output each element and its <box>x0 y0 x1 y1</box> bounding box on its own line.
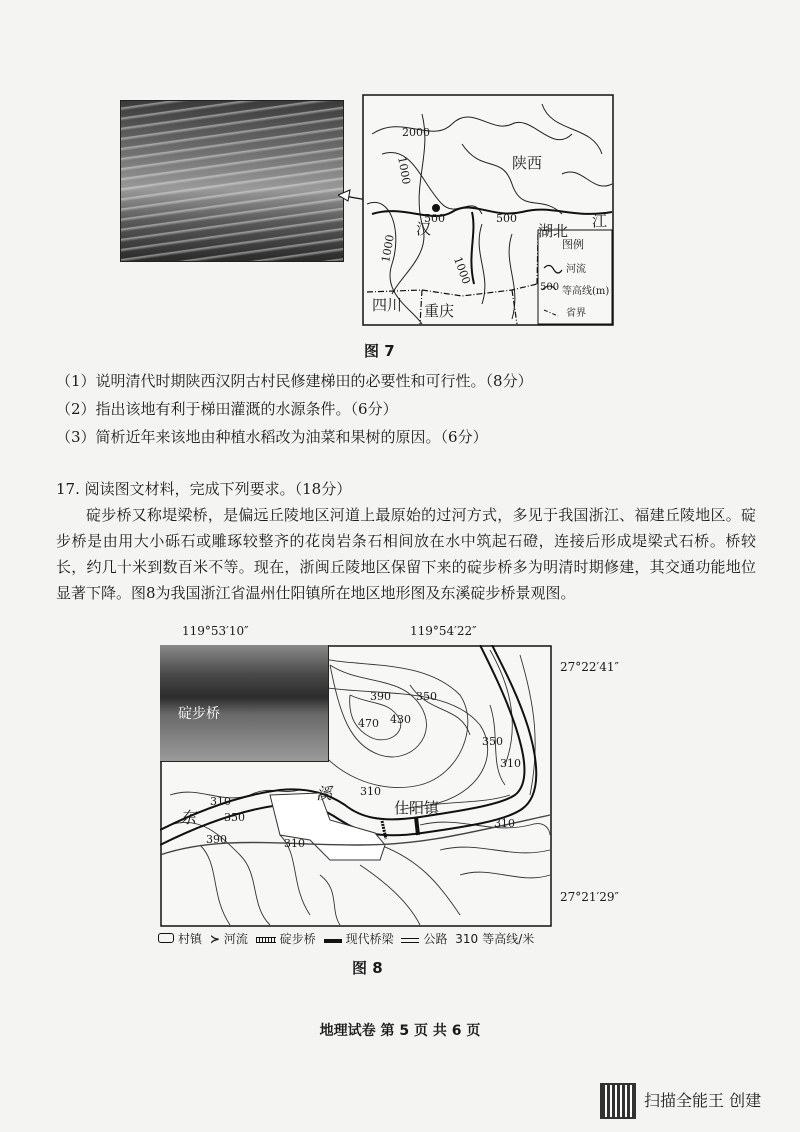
figure8-caption: 图 8 <box>352 959 383 977</box>
legend-contour: 等高线/米 <box>482 932 535 946</box>
modern-bridge-symbol <box>324 939 342 943</box>
place-label: 陕西 <box>512 154 543 172</box>
scanner-watermark: 扫描全能王 创建 <box>644 1091 762 1110</box>
page-footer: 地理试卷 第 5 页 共 6 页 <box>319 1023 481 1039</box>
river-label: 溪 <box>316 784 333 803</box>
contour-label: 350 <box>224 811 245 824</box>
legend-contour-value: 500 <box>540 282 560 293</box>
lat-bottom: 27°21′29″ <box>560 890 620 904</box>
contour-label: 350 <box>416 690 437 703</box>
contour-label: 500 <box>424 212 445 225</box>
town-label: 仕阳镇 <box>394 799 440 817</box>
contour-label: 430 <box>390 713 411 726</box>
contour-label: 310 <box>210 795 231 808</box>
question-16-3: （3）简析近年来该地由种植水稻改为油菜和果树的原因。（6分） <box>56 428 488 446</box>
question-16-1: （1）说明清代时期陕西汉阴古村民修建梯田的必要性和可行性。（8分） <box>56 372 533 390</box>
legend-stepping-bridge: 碇步桥 <box>279 932 316 946</box>
question-17-material <box>56 502 756 606</box>
lon-left: 119°53′10″ <box>182 624 249 638</box>
legend-contour-value: 310 <box>455 932 479 946</box>
material-paragraph: 碇步桥又称堤梁桥，是偏远丘陵地区河道上最原始的过河方式，多见于我国浙江、福建丘陵地区。碇步桥是由用大小砾石或雕琢较整齐的花岗岩条石相间放在水中筑起石磴，连接后形成堤梁式石桥。桥较长，约几十米到数百米不等。现在，浙闽丘陵地区保留下来的碇步桥多为明清时期修建，其交通功能地位显著下降。图8为我国浙江省温州仕阳镇所在地区地形图及东溪碇步桥景观图。 <box>56 506 756 602</box>
river-label: 东 <box>180 808 197 827</box>
contour-label: 310 <box>500 757 521 770</box>
figure8-map <box>160 645 552 927</box>
figure7-caption: 图 7 <box>364 342 395 360</box>
town-symbol <box>158 933 174 943</box>
contour-label: 470 <box>358 717 379 730</box>
road-symbol <box>401 938 419 943</box>
contour-label: 1000 <box>451 255 473 286</box>
contour-label: 310 <box>284 837 305 850</box>
place-label: 四川 <box>372 296 403 314</box>
contour-label: 1000 <box>395 155 413 186</box>
figure8-legend <box>158 930 538 947</box>
contour-label: 310 <box>360 785 381 798</box>
figure7-map <box>362 94 614 326</box>
legend-town: 村镇 <box>178 932 203 946</box>
place-label: 湖北 <box>538 222 569 240</box>
legend-river: 河流 <box>566 264 586 275</box>
legend-road: 公路 <box>423 932 448 946</box>
contour-label: 310 <box>494 817 515 830</box>
place-label: 重庆 <box>424 302 455 320</box>
question-16-2: （2）指出该地有利于梯田灌溉的水源条件。（6分） <box>56 400 398 418</box>
legend-modern-bridge: 现代桥梁 <box>345 932 394 946</box>
place-label: 汉 <box>416 220 432 238</box>
legend-contour: 等高线(m) <box>562 286 610 297</box>
question-17-heading: 17. 阅读图文材料，完成下列要求。（18分） <box>56 480 352 498</box>
legend-border: 省界 <box>566 308 586 319</box>
terrace-photo <box>120 100 344 262</box>
contour-label: 500 <box>496 212 517 225</box>
contour-label: 1000 <box>379 233 397 264</box>
place-label: 江 <box>592 212 608 230</box>
contour-label: 390 <box>206 833 227 846</box>
legend-river: 河流 <box>223 932 248 946</box>
stepping-bridge-symbol <box>256 937 276 943</box>
contour-label: 390 <box>370 690 391 703</box>
lat-top: 27°22′41″ <box>560 660 620 674</box>
contour-label: 2000 <box>402 126 430 139</box>
contour-label: 350 <box>482 735 503 748</box>
lon-right: 119°54′22″ <box>410 624 477 638</box>
qr-code-icon <box>600 1083 636 1119</box>
river-symbol: ≻ <box>209 932 220 946</box>
photo-label: 碇步桥 <box>178 706 220 722</box>
stepping-bridge-photo <box>160 645 329 762</box>
legend-title: 图例 <box>562 238 584 251</box>
